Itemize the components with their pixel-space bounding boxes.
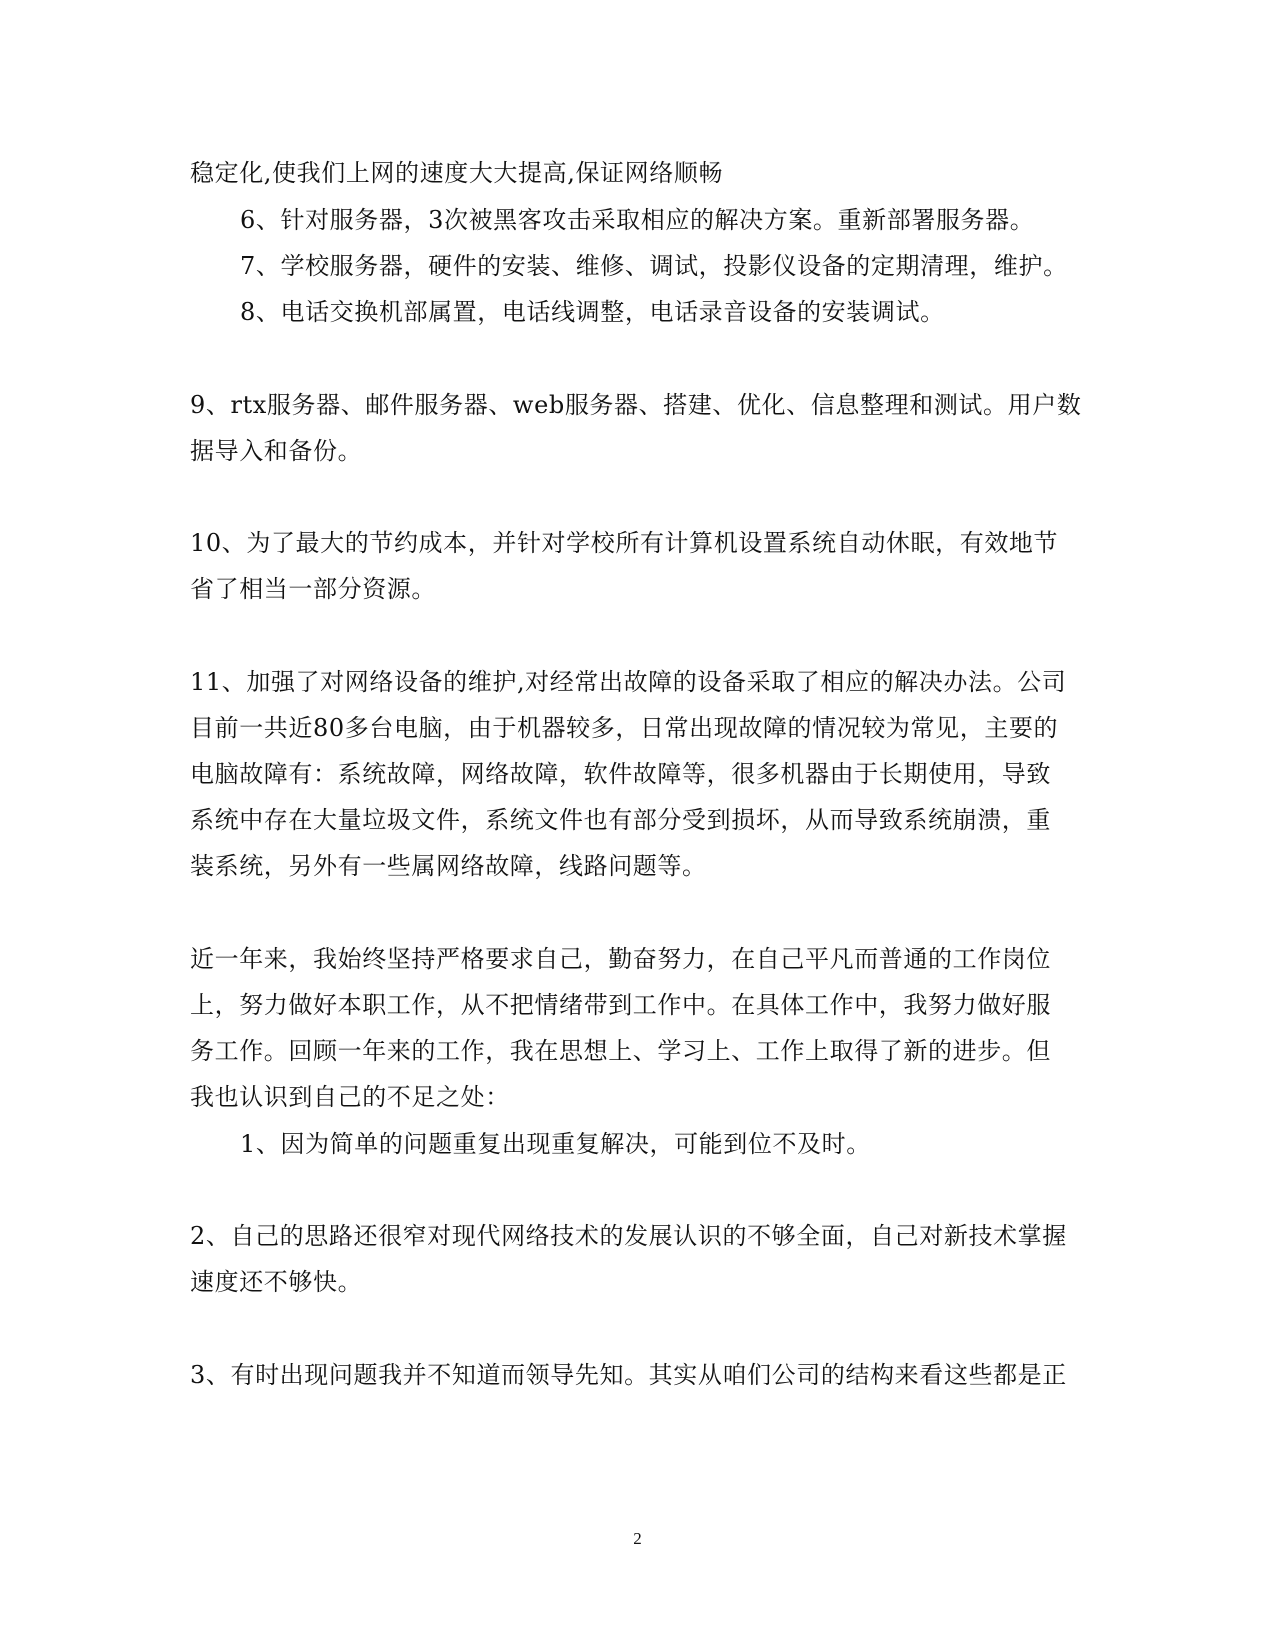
text-line: 据导入和备份。 xyxy=(190,437,363,465)
text-line: 2、自己的思路还很窄对现代网络技术的发展认识的不够全面，自己对新技术掌握 xyxy=(190,1222,1067,1250)
text-line: 电脑故障有：系统故障，网络故障，软件故障等，很多机器由于长期使用，导致 xyxy=(190,760,1051,788)
text-line: 10、为了最大的节约成本，并针对学校所有计算机设置系统自动休眠，有效地节 xyxy=(190,529,1059,557)
text-line: 8、电话交换机部属置，电话线调整，电话录音设备的安装调试。 xyxy=(240,298,945,326)
text-line: 11、加强了对网络设备的维护,对经常出故障的设备采取了相应的解决办法。公司 xyxy=(190,668,1067,696)
text-line: 9、rtx服务器、邮件服务器、web服务器、搭建、优化、信息整理和测试。用户数 xyxy=(190,391,1082,419)
text-line: 装系统，另外有一些属网络故障，线路问题等。 xyxy=(190,852,707,880)
text-line: 上，努力做好本职工作，从不把情绪带到工作中。在具体工作中，我努力做好服 xyxy=(190,991,1051,1019)
text-line: 6、针对服务器，3次被黑客攻击采取相应的解决方案。重新部署服务器。 xyxy=(240,206,1035,234)
text-line: 1、因为简单的问题重复出现重复解决，可能到位不及时。 xyxy=(240,1130,871,1158)
text-line: 我也认识到自己的不足之处： xyxy=(190,1083,510,1111)
text-line: 省了相当一部分资源。 xyxy=(190,575,436,603)
text-line: 3、有时出现问题我并不知道而领导先知。其实从咱们公司的结构来看这些都是正 xyxy=(190,1361,1067,1389)
text-line: 近一年来，我始终坚持严格要求自己，勤奋努力，在自己平凡而普通的工作岗位 xyxy=(190,945,1051,973)
text-line: 速度还不够快。 xyxy=(190,1268,363,1296)
page-number: 2 xyxy=(633,1529,642,1548)
text-line: 务工作。回顾一年来的工作，我在思想上、学习上、工作上取得了新的进步。但 xyxy=(190,1037,1051,1065)
text-line: 7、学校服务器，硬件的安装、维修、调试，投影仪设备的定期清理，维护。 xyxy=(240,252,1068,280)
text-line: 目前一共近80多台电脑，由于机器较多，日常出现故障的情况较为常见，主要的 xyxy=(190,714,1059,742)
text-line: 系统中存在大量垃圾文件，系统文件也有部分受到损坏，从而导致系统崩溃，重 xyxy=(190,806,1051,834)
text-line: 稳定化,使我们上网的速度大大提高,保证网络顺畅 xyxy=(190,159,724,187)
